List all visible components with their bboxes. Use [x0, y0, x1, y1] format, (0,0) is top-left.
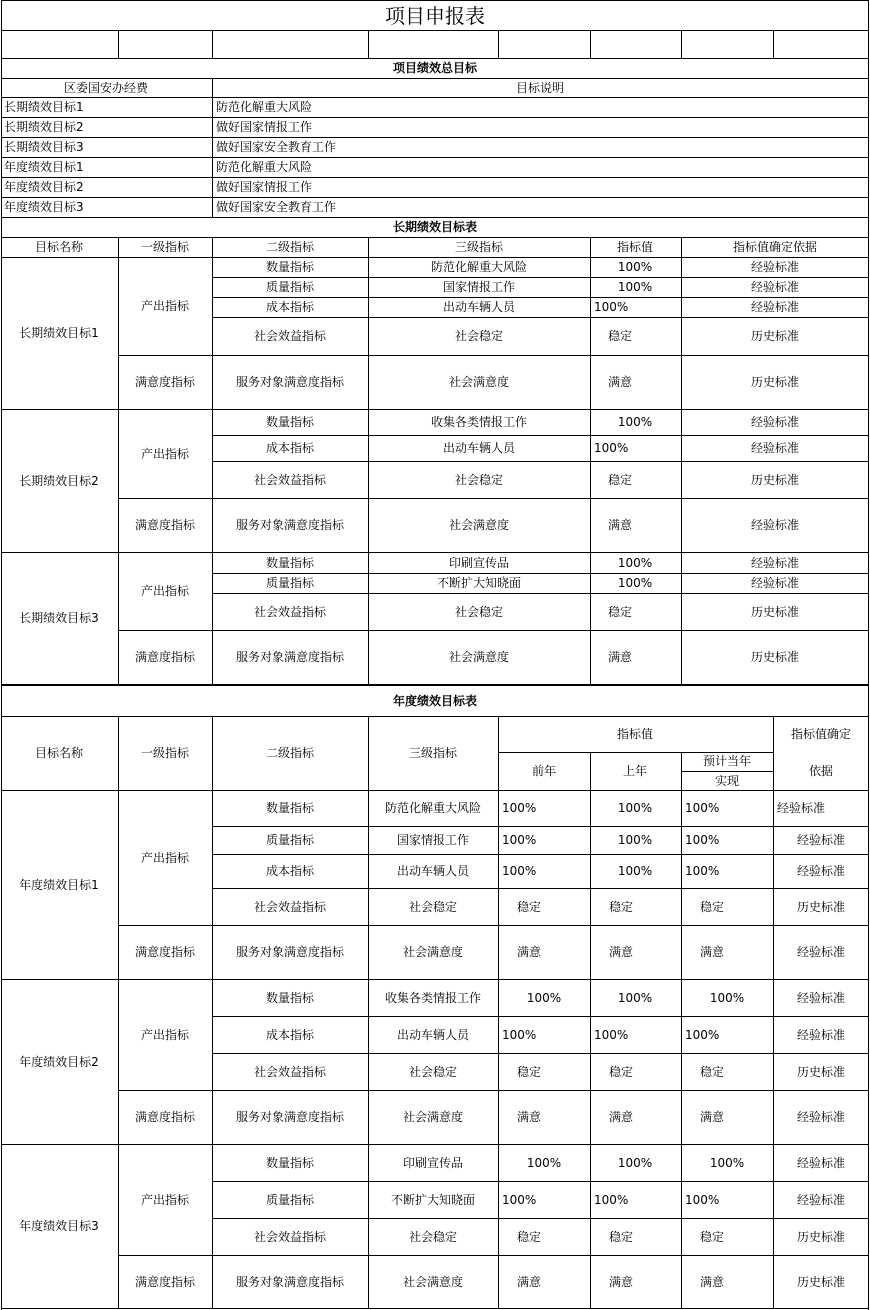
annual-prev: 100%: [502, 1027, 537, 1042]
annual-header: 前年: [531, 764, 557, 778]
h-rule: [118, 1090, 869, 1091]
longterm-value: 100%: [617, 555, 653, 570]
summary-row-desc: 做好国家情报工作: [216, 180, 313, 194]
longterm-value: 稳定: [608, 472, 633, 487]
longterm-l3: 收集各类情报工作: [430, 415, 528, 429]
annual-expected: 100%: [709, 1155, 745, 1170]
longterm-l3: 国家情报工作: [442, 280, 516, 294]
longterm-l1: 产出指标: [140, 446, 190, 461]
longterm-goal-name: 长期绩效目标1: [19, 326, 99, 340]
annual-l3: 社会稳定: [408, 1229, 458, 1244]
annual-prev: 稳定: [516, 1064, 542, 1079]
h-rule: [212, 1181, 869, 1182]
longterm-l3: 出动车辆人员: [442, 300, 516, 314]
annual-last: 稳定: [608, 1064, 634, 1079]
annual-l3: 社会稳定: [408, 899, 458, 914]
h-rule: [118, 355, 869, 356]
annual-expected: 满意: [699, 1110, 725, 1124]
longterm-value: 100%: [617, 280, 653, 294]
h-rule: [212, 317, 869, 318]
annual-expected: 稳定: [699, 1064, 725, 1079]
v-rule: [212, 237, 213, 684]
annual-l3: 出动车辆人员: [396, 864, 470, 878]
annual-basis: 经验标准: [777, 801, 826, 815]
h-rule: [212, 1053, 869, 1054]
annual-header: 预计当年: [702, 754, 752, 768]
longterm-basis: 历史标准: [750, 375, 800, 389]
v-rule: [681, 790, 682, 1308]
longterm-l3: 社会稳定: [454, 472, 504, 487]
annual-prev: 满意: [516, 945, 542, 959]
h-rule: [212, 593, 869, 594]
annual-l3: 不断扩大知晓面: [390, 1192, 476, 1207]
longterm-l3: 社会稳定: [454, 329, 504, 343]
longterm-goal-name: 长期绩效目标3: [19, 611, 99, 625]
longterm-l3: 社会稳定: [454, 604, 504, 619]
annual-basis: 经验标准: [796, 1110, 846, 1124]
annual-prev: 100%: [526, 990, 562, 1005]
h-rule: [1, 684, 869, 686]
h-rule: [212, 297, 869, 298]
annual-l3: 收集各类情报工作: [384, 990, 482, 1005]
v-rule: [118, 716, 119, 1308]
v-rule: [681, 30, 682, 58]
h-rule: [212, 277, 869, 278]
annual-l3: 出动车辆人员: [396, 1027, 470, 1042]
annual-section-title: 年度绩效目标表: [392, 694, 478, 708]
annual-l2: 社会效益指标: [253, 899, 327, 914]
annual-basis: 历史标准: [796, 899, 846, 914]
annual-prev: 100%: [526, 1155, 562, 1170]
longterm-basis: 历史标准: [750, 329, 800, 343]
summary-row-label: 年度绩效目标2: [4, 180, 84, 194]
longterm-header: 一级指标: [140, 240, 190, 254]
summary-row-label: 长期绩效目标2: [4, 120, 84, 134]
longterm-l2: 服务对象满意度指标: [235, 375, 345, 389]
longterm-header: 二级指标: [265, 240, 315, 254]
annual-basis: 经验标准: [796, 945, 846, 959]
v-rule: [773, 30, 774, 58]
annual-basis: 历史标准: [796, 1064, 846, 1079]
summary-row-desc: 做好国家安全教育工作: [216, 200, 337, 214]
annual-last: 满意: [608, 1110, 634, 1124]
annual-l3: 社会满意度: [402, 1274, 464, 1289]
annual-l2: 服务对象满意度指标: [235, 1274, 345, 1289]
annual-basis: 历史标准: [796, 1274, 846, 1289]
longterm-basis: 历史标准: [750, 472, 800, 487]
annual-l1: 满意度指标: [134, 945, 196, 959]
longterm-header: 目标名称: [34, 240, 84, 254]
v-rule: [368, 30, 369, 58]
longterm-basis: 经验标准: [750, 260, 800, 274]
h-rule: [1, 790, 869, 791]
annual-prev: 100%: [502, 1192, 537, 1207]
h-rule: [681, 771, 773, 772]
longterm-value: 稳定: [608, 329, 633, 343]
annual-l2: 数量指标: [265, 801, 315, 815]
h-rule: [498, 752, 773, 753]
h-rule: [118, 1255, 869, 1256]
h-rule: [1, 1308, 869, 1309]
longterm-value: 100%: [617, 260, 653, 274]
annual-l2: 质量指标: [265, 833, 315, 847]
longterm-basis: 历史标准: [750, 604, 800, 619]
annual-header: 实现: [714, 774, 740, 788]
longterm-l3: 社会满意度: [448, 375, 510, 389]
longterm-l2: 质量指标: [265, 280, 315, 294]
h-rule: [212, 1218, 869, 1219]
longterm-l2: 社会效益指标: [253, 472, 327, 487]
longterm-header: 指标值确定依据: [732, 240, 818, 254]
v-rule: [681, 237, 682, 684]
annual-basis: 经验标准: [796, 1192, 846, 1207]
annual-l3: 防范化解重大风险: [384, 801, 482, 815]
h-rule: [1, 137, 869, 138]
annual-last: 100%: [594, 1192, 629, 1207]
v-rule: [212, 716, 213, 1308]
h-rule: [1, 1144, 869, 1145]
annual-last: 100%: [617, 833, 653, 847]
longterm-l1: 产出指标: [140, 299, 190, 313]
longterm-l3: 出动车辆人员: [442, 441, 516, 455]
longterm-value: 100%: [617, 576, 653, 590]
longterm-basis: 经验标准: [750, 441, 800, 455]
annual-last: 稳定: [608, 899, 634, 914]
annual-expected: 满意: [699, 945, 725, 959]
annual-expected: 100%: [685, 1192, 720, 1207]
longterm-header: 指标值: [616, 240, 654, 254]
h-rule: [212, 888, 869, 889]
longterm-section-title: 长期绩效目标表: [392, 220, 478, 234]
longterm-value: 稳定: [608, 604, 633, 619]
annual-l1: 满意度指标: [134, 1110, 196, 1124]
annual-l2: 社会效益指标: [253, 1064, 327, 1079]
longterm-l3: 社会满意度: [448, 650, 510, 664]
longterm-value: 100%: [594, 300, 629, 314]
summary-row-label: 年度绩效目标1: [4, 160, 84, 174]
annual-header: 一级指标: [140, 746, 190, 760]
longterm-l2: 数量指标: [265, 415, 315, 429]
annual-expected: 100%: [709, 990, 745, 1005]
annual-last: 100%: [617, 864, 653, 878]
page-title: 项目申报表: [385, 4, 485, 28]
annual-expected: 100%: [685, 864, 720, 878]
longterm-value: 满意: [608, 650, 633, 664]
longterm-value: 满意: [608, 375, 633, 389]
annual-l3: 印刷宣传品: [402, 1155, 464, 1170]
annual-l2: 社会效益指标: [253, 1229, 327, 1244]
annual-header: 目标名称: [34, 746, 84, 760]
longterm-l2: 质量指标: [265, 576, 315, 590]
annual-l1: 产出指标: [140, 850, 190, 865]
longterm-l2: 数量指标: [265, 260, 315, 274]
longterm-l1: 满意度指标: [134, 518, 196, 532]
h-rule: [118, 630, 869, 631]
annual-basis: 经验标准: [796, 1027, 846, 1042]
longterm-l3: 防范化解重大风险: [430, 260, 528, 274]
annual-prev: 100%: [502, 833, 537, 847]
h-rule: [212, 573, 869, 574]
annual-goal-name: 年度绩效目标1: [19, 877, 99, 892]
annual-l2: 数量指标: [265, 1155, 315, 1170]
summary-row-desc: 防范化解重大风险: [216, 160, 313, 174]
longterm-basis: 经验标准: [750, 415, 800, 429]
longterm-l2: 社会效益指标: [253, 329, 327, 343]
longterm-value: 100%: [617, 415, 653, 429]
annual-header: 上年: [622, 764, 648, 778]
annual-l2: 成本指标: [265, 1027, 315, 1042]
annual-expected: 稳定: [699, 1229, 725, 1244]
summary-row-desc: 防范化解重大风险: [216, 100, 313, 114]
annual-last: 100%: [594, 1027, 629, 1042]
h-rule: [1, 117, 869, 118]
v-rule: [368, 237, 369, 684]
annual-l2: 成本指标: [265, 864, 315, 878]
annual-l2: 质量指标: [265, 1192, 315, 1207]
annual-basis: 历史标准: [796, 1229, 846, 1244]
annual-header: 指标值确定: [790, 727, 852, 741]
v-rule: [118, 237, 119, 684]
longterm-l2: 社会效益指标: [253, 604, 327, 619]
h-rule: [1, 979, 869, 980]
annual-l2: 数量指标: [265, 990, 315, 1005]
annual-l3: 社会满意度: [402, 1110, 464, 1124]
longterm-l1: 产出指标: [140, 584, 190, 598]
annual-prev: 满意: [516, 1110, 542, 1124]
v-rule: [118, 30, 119, 58]
v-rule: [590, 237, 591, 684]
summary-dept-label: 区委国安办经费: [63, 81, 149, 95]
h-rule: [1, 409, 869, 410]
longterm-basis: 经验标准: [750, 576, 800, 590]
summary-row-desc: 做好国家安全教育工作: [216, 140, 337, 154]
annual-header: 二级指标: [265, 746, 315, 760]
v-rule: [773, 716, 774, 1308]
longterm-value: 100%: [594, 441, 629, 455]
h-rule: [118, 925, 869, 926]
h-rule: [1, 716, 869, 717]
annual-header: 指标值: [616, 727, 654, 741]
annual-prev: 100%: [502, 864, 537, 878]
longterm-l2: 成本指标: [265, 441, 315, 455]
annual-last: 100%: [617, 990, 653, 1005]
annual-expected: 稳定: [699, 899, 725, 914]
summary-section-title: 项目绩效总目标: [392, 61, 478, 75]
annual-prev: 稳定: [516, 899, 542, 914]
longterm-basis: 经验标准: [750, 300, 800, 314]
annual-header: 三级指标: [408, 746, 458, 760]
annual-expected: 满意: [699, 1274, 725, 1289]
h-rule: [1, 197, 869, 198]
longterm-value: 满意: [608, 518, 633, 532]
annual-l3: 国家情报工作: [396, 833, 470, 847]
h-rule: [212, 826, 869, 827]
h-rule: [1, 97, 869, 98]
longterm-l3: 印刷宣传品: [448, 555, 510, 570]
v-rule: [212, 30, 213, 58]
summary-row-desc: 做好国家情报工作: [216, 120, 313, 134]
annual-last: 100%: [617, 801, 653, 815]
h-rule: [212, 1016, 869, 1017]
annual-expected: 100%: [685, 833, 720, 847]
annual-l2: 服务对象满意度指标: [235, 1110, 345, 1124]
h-rule: [1, 217, 869, 218]
annual-goal-name: 年度绩效目标2: [19, 1054, 99, 1069]
longterm-basis: 经验标准: [750, 555, 800, 570]
h-rule: [212, 461, 869, 462]
h-rule: [1, 78, 869, 79]
annual-l1: 产出指标: [140, 1027, 190, 1042]
v-rule: [498, 716, 499, 1308]
summary-desc-header: 目标说明: [515, 81, 565, 95]
h-rule: [1, 157, 869, 158]
annual-l2: 服务对象满意度指标: [235, 945, 345, 959]
h-rule: [1, 237, 869, 238]
annual-last: 稳定: [608, 1229, 634, 1244]
v-rule: [590, 752, 591, 790]
annual-l3: 社会满意度: [402, 945, 464, 959]
longterm-basis: 经验标准: [750, 280, 800, 294]
h-rule: [212, 435, 869, 436]
v-rule: [590, 30, 591, 58]
longterm-l2: 服务对象满意度指标: [235, 518, 345, 532]
annual-header: 依据: [808, 764, 834, 778]
annual-expected: 100%: [685, 1027, 720, 1042]
summary-row-label: 长期绩效目标3: [4, 140, 84, 154]
h-rule: [1, 257, 869, 258]
annual-last: 满意: [608, 945, 634, 959]
longterm-l1: 满意度指标: [134, 650, 196, 664]
h-rule: [1, 58, 869, 59]
annual-l1: 满意度指标: [134, 1274, 196, 1289]
h-rule: [212, 854, 869, 855]
longterm-goal-name: 长期绩效目标2: [19, 473, 99, 488]
annual-basis: 经验标准: [796, 990, 846, 1005]
annual-prev: 稳定: [516, 1229, 542, 1244]
summary-row-label: 年度绩效目标3: [4, 200, 84, 214]
annual-basis: 经验标准: [796, 833, 846, 847]
annual-last: 100%: [617, 1155, 653, 1170]
summary-row-label: 长期绩效目标1: [4, 100, 84, 114]
h-rule: [1, 177, 869, 178]
v-rule: [498, 30, 499, 58]
longterm-l2: 数量指标: [265, 555, 315, 570]
h-rule: [1, 552, 869, 553]
h-rule: [1, 0, 869, 1]
longterm-basis: 历史标准: [750, 650, 800, 664]
longterm-l1: 满意度指标: [134, 375, 196, 389]
longterm-l2: 服务对象满意度指标: [235, 650, 345, 664]
annual-basis: 经验标准: [796, 1155, 846, 1170]
annual-last: 满意: [608, 1274, 634, 1289]
v-rule: [368, 716, 369, 1308]
annual-goal-name: 年度绩效目标3: [19, 1219, 99, 1233]
annual-expected: 100%: [685, 801, 720, 815]
h-rule: [118, 498, 869, 499]
v-rule: [681, 752, 682, 790]
annual-basis: 经验标准: [796, 864, 846, 878]
longterm-l3: 不断扩大知晓面: [436, 576, 522, 590]
longterm-l3: 社会满意度: [448, 518, 510, 532]
annual-prev: 满意: [516, 1274, 542, 1289]
annual-l1: 产出指标: [140, 1192, 190, 1207]
longterm-l2: 成本指标: [265, 300, 315, 314]
v-rule: [590, 790, 591, 1308]
annual-l3: 社会稳定: [408, 1064, 458, 1079]
h-rule: [1, 30, 869, 31]
longterm-basis: 经验标准: [750, 518, 800, 532]
annual-prev: 100%: [502, 801, 537, 815]
longterm-header: 三级指标: [454, 240, 504, 254]
